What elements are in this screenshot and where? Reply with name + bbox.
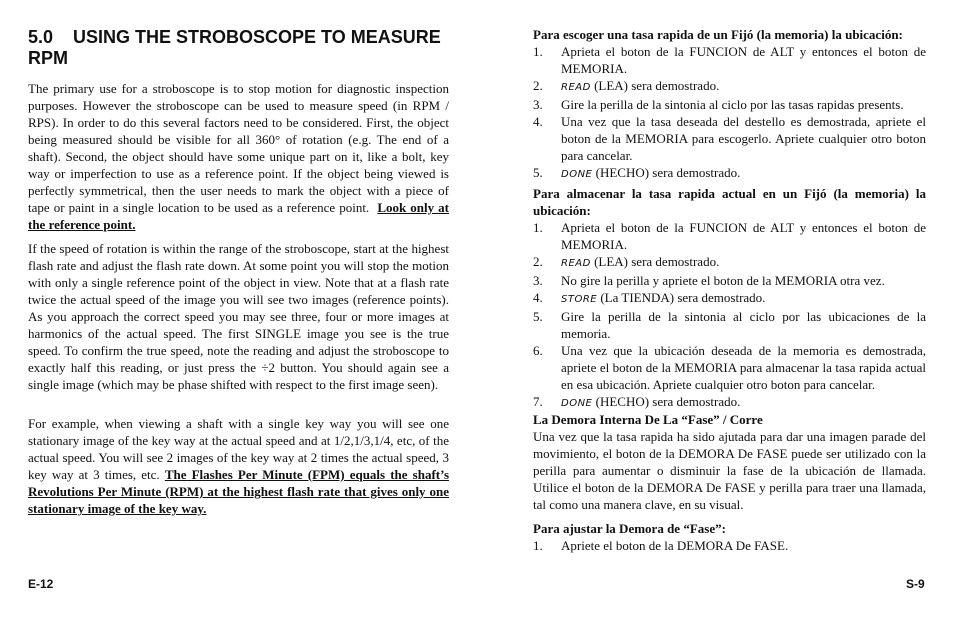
phase-delay-text: Una vez que la tasa rapida ha sido ajutada para dar una imagen parade del movimiento, el boton de la DEMORA De FASE puede ser utilizado con la perilla para aumentar o disminuir la fase de la ubicación de llamada. Utilice el boton de la DEMORA De FASE y perilla para traer una llamada, tal como una manera clave, en su visual. xyxy=(533,429,926,512)
list-item xyxy=(533,164,926,183)
step-number: 2. xyxy=(533,78,543,93)
display-readout: STORE xyxy=(561,294,598,305)
step-number: 7. xyxy=(533,394,543,409)
list-item xyxy=(533,393,926,412)
display-readout: DONE xyxy=(561,169,593,180)
step-text: Una vez que la tasa deseada del destello es demostrada, apriete el boton de la MEMORIA para escogerlo. Apriete cualquier otro boton para cancelar. xyxy=(561,114,926,163)
list-item xyxy=(533,113,926,164)
step-number: 3. xyxy=(533,97,543,112)
list-item xyxy=(533,537,926,554)
step-text: (LEA) sera demostrado. xyxy=(590,254,720,269)
paragraph-intro-text: The primary use for a stroboscope is to stop motion for diagnostic inspection purposes. However the stroboscope can be used to measure speed (in RPM / RPS). In order to do this several factors need to be considered. First, the object being measured should be visible for all 360° of rotation (e.g. The end of a shaft). Second, the object should have some unique part on it, like a bolt, key way or imperfection to use as a reference point. If the object being viewed is perfectly symmetrical, then the user needs to mark the object with a piece of tape or paint in a single location to be used as a reference point. xyxy=(28,81,449,215)
step-text: Una vez que la ubicación deseada de la memoria es demostrada, apriete el boton de la MEMORIA para almacenar la tasa rapida actual en esa ubicación. Apriete cualquier otro boton para cancelar. xyxy=(561,343,926,392)
list-item xyxy=(533,253,926,272)
step-text: Gire la perilla de la sintonia al ciclo por las tasas rapidas presents. xyxy=(561,97,904,112)
step-number: 1. xyxy=(533,538,543,553)
display-readout: READ xyxy=(561,82,591,93)
step-number: 1. xyxy=(533,44,543,59)
list-item xyxy=(533,43,926,77)
section-title xyxy=(28,27,449,69)
step-number: 4. xyxy=(533,290,543,305)
step-text: Gire la perilla de la sintonia al ciclo por las ubicaciones de la memoria. xyxy=(561,309,926,341)
step-number: 4. xyxy=(533,114,543,129)
list-item xyxy=(533,308,926,342)
paragraph-example xyxy=(28,415,449,517)
step-text: (LEA) sera demostrado. xyxy=(590,78,720,93)
display-readout: DONE xyxy=(561,398,593,409)
step-number: 5. xyxy=(533,309,543,324)
memory-recall-section xyxy=(533,26,926,183)
page-number-left: E-12 xyxy=(28,577,54,591)
step-number: 6. xyxy=(533,343,543,358)
fpm-rpm-emphasis: The Flashes Per Minute (FPM) equals the shaft’s Revolutions Per Minute (RPM) at the highest flash rate that gives only one stationary image of the key way. xyxy=(28,467,450,516)
reference-point-emphasis: Look only at the reference point. xyxy=(28,200,450,232)
paragraph-example-text: For example, when viewing a shaft with a single key way you will see one stationary image of the key way at the actual speed and at 1/2,1/3,1/4, etc, of the actual speed. You will see 2 images of the key way at 2 times the actual speed, 3 key way at 3 times, etc. xyxy=(28,416,449,482)
phase-adjust-heading: Para ajustar la Demora de “Fase”: xyxy=(533,521,726,536)
step-text: (HECHO) sera demostrado. xyxy=(592,165,741,180)
step-text: Aprieta el boton de la FUNCION de ALT y entonces el boton de MEMORIA. xyxy=(561,220,926,252)
step-text: (La TIENDA) sera demostrado. xyxy=(597,290,766,305)
list-item xyxy=(533,342,926,393)
step-text: Aprieta el boton de la FUNCION de ALT y entonces el boton de MEMORIA. xyxy=(561,44,926,76)
phase-adjust-steps xyxy=(533,537,926,554)
paragraph-intro xyxy=(28,80,449,233)
list-item xyxy=(533,96,926,113)
list-item xyxy=(533,77,926,96)
list-item xyxy=(533,272,926,289)
step-number: 3. xyxy=(533,273,543,288)
step-text: Apriete el boton de la DEMORA De FASE. xyxy=(561,538,789,553)
step-number: 1. xyxy=(533,220,543,235)
memory-store-steps xyxy=(533,219,926,412)
phase-delay-section xyxy=(533,411,926,513)
section-number: 5.0 xyxy=(28,27,54,47)
page-number-right: S-9 xyxy=(906,577,925,591)
display-readout: READ xyxy=(561,258,591,269)
paragraph-procedure: If the speed of rotation is within the range of the stroboscope, start at the highest flash rate and adjust the flash rate down. At some point you will stop the motion with only a single reference point of the object in view. Note that at a flash rate twice the actual speed of the image you will see two images (reference points). As you approach the correct speed you may see three, four or more images at harmonics of the actual speed. The first SINGLE image you see is the true speed. To confirm the true speed, note the reading and adjust the stroboscope to exactly half this reading, or just press the ÷2 button. You should again see a single image (which may be phase shifted with respect to the first image seen). xyxy=(28,241,449,392)
memory-store-heading: Para almacenar la tasa rapida actual en un Fijó (la memoria) la ubicación: xyxy=(533,186,926,218)
step-number: 2. xyxy=(533,254,543,269)
section-title-line2: RPM xyxy=(28,48,68,68)
step-number: 5. xyxy=(533,165,543,180)
phase-adjust-section xyxy=(533,520,926,554)
phase-delay-heading: La Demora Interna De La “Fase” / Corre xyxy=(533,412,763,427)
memory-recall-steps xyxy=(533,43,926,183)
step-text: (HECHO) sera demostrado. xyxy=(592,394,741,409)
step-text: No gire la perilla y apriete el boton de la MEMORIA otra vez. xyxy=(561,273,885,288)
list-item xyxy=(533,289,926,308)
memory-store-section xyxy=(533,185,926,412)
memory-recall-heading: Para escoger una tasa rapida de un Fijó (la memoria) la ubicación: xyxy=(533,27,903,42)
section-title-line1: USING THE STROBOSCOPE TO MEASURE xyxy=(73,27,441,47)
list-item xyxy=(533,219,926,253)
